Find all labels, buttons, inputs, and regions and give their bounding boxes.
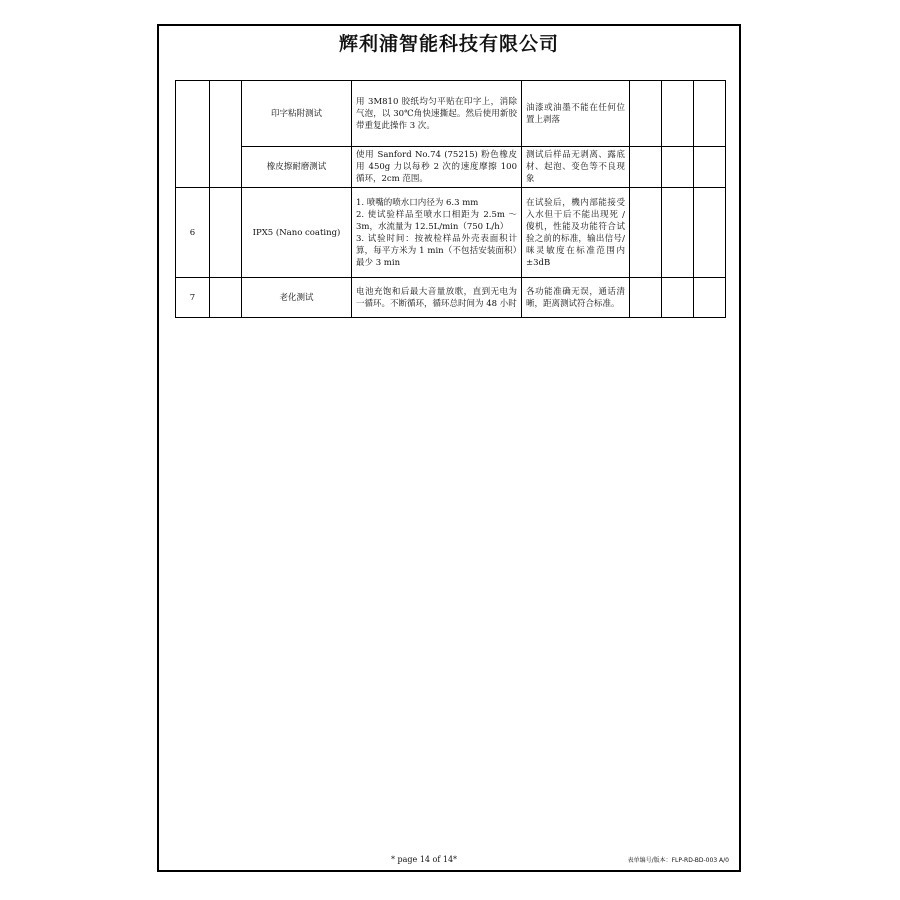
table-row: [176, 188, 726, 278]
empty-cell: [662, 188, 694, 278]
row-number-cell: 6: [176, 188, 210, 278]
standard-cell: 在试验后，機内部能接受入水但干后不能出现死 / 傻机，性能及功能符合试验之前的标准，输出信号/咪灵敏度在标准范围内±3dB: [522, 188, 630, 278]
empty-cell: [694, 147, 726, 188]
document-page: [157, 24, 741, 872]
standard-cell: 油漆或油墨不能在任何位置上剥落: [522, 81, 630, 147]
company-title: 辉利浦智能科技有限公司: [338, 33, 559, 55]
standard-cell: 测试后样品无剥离、露底材、起泡、变色等不良现象: [522, 147, 630, 188]
row-number-cell: 7: [176, 278, 210, 318]
test-item-cell: IPX5 (Nano coating): [242, 188, 352, 278]
form-code: 表单编号/版本：FLP-RD-BD-003 A/0: [627, 857, 729, 864]
test-spec-table: [175, 80, 726, 318]
empty-cell: [662, 81, 694, 147]
empty-cell: [694, 278, 726, 318]
standard-cell: 各功能准确无误，通话清晰，距离测试符合标准。: [522, 278, 630, 318]
test-item-cell: 橡皮擦耐磨测试: [242, 147, 352, 188]
test-method-cell: 使用 Sanford No.74 (75215) 粉色橡皮用 450g 力以每秒 2 次的速度摩擦 100 循环，2cm 范围。: [352, 147, 522, 188]
empty-cell: [630, 188, 662, 278]
empty-cell: [694, 81, 726, 147]
empty-cell: [662, 147, 694, 188]
empty-cell: [694, 188, 726, 278]
test-method-cell: 1. 喷嘴的喷水口内径为 6.3 mm 2. 使试验样品至喷水口相距为 2.5m ～ 3m，水流量为 12.5L/min（750 L/h） 3. 试验时间：按被检样品外壳表面积计算，每平方米为 1 min（不包括安装面积）最少 3 min: [352, 188, 522, 278]
table-row: [176, 278, 726, 318]
table-row: [176, 81, 726, 147]
empty-cell: [630, 81, 662, 147]
page-number: * page 14 of 14*: [391, 855, 458, 864]
test-method-cell: 用 3M810 胶纸均匀平贴在印字上，消除气泡，以 30℃角快速撕起。然后使用新胶带重复此操作 3 次。: [352, 81, 522, 147]
empty-cell: [210, 278, 242, 318]
empty-cell: [210, 188, 242, 278]
test-method-cell: 电池充饱和后最大音量放歌，直到无电为一循环。不断循环，循环总时间为 48 小时: [352, 278, 522, 318]
row-number-cell: [176, 81, 210, 188]
empty-cell: [630, 278, 662, 318]
table-row: [176, 147, 726, 188]
test-item-cell: 老化测试: [242, 278, 352, 318]
test-item-cell: 印字粘附测试: [242, 81, 352, 147]
empty-cell: [630, 147, 662, 188]
empty-cell: [210, 81, 242, 188]
empty-cell: [662, 278, 694, 318]
